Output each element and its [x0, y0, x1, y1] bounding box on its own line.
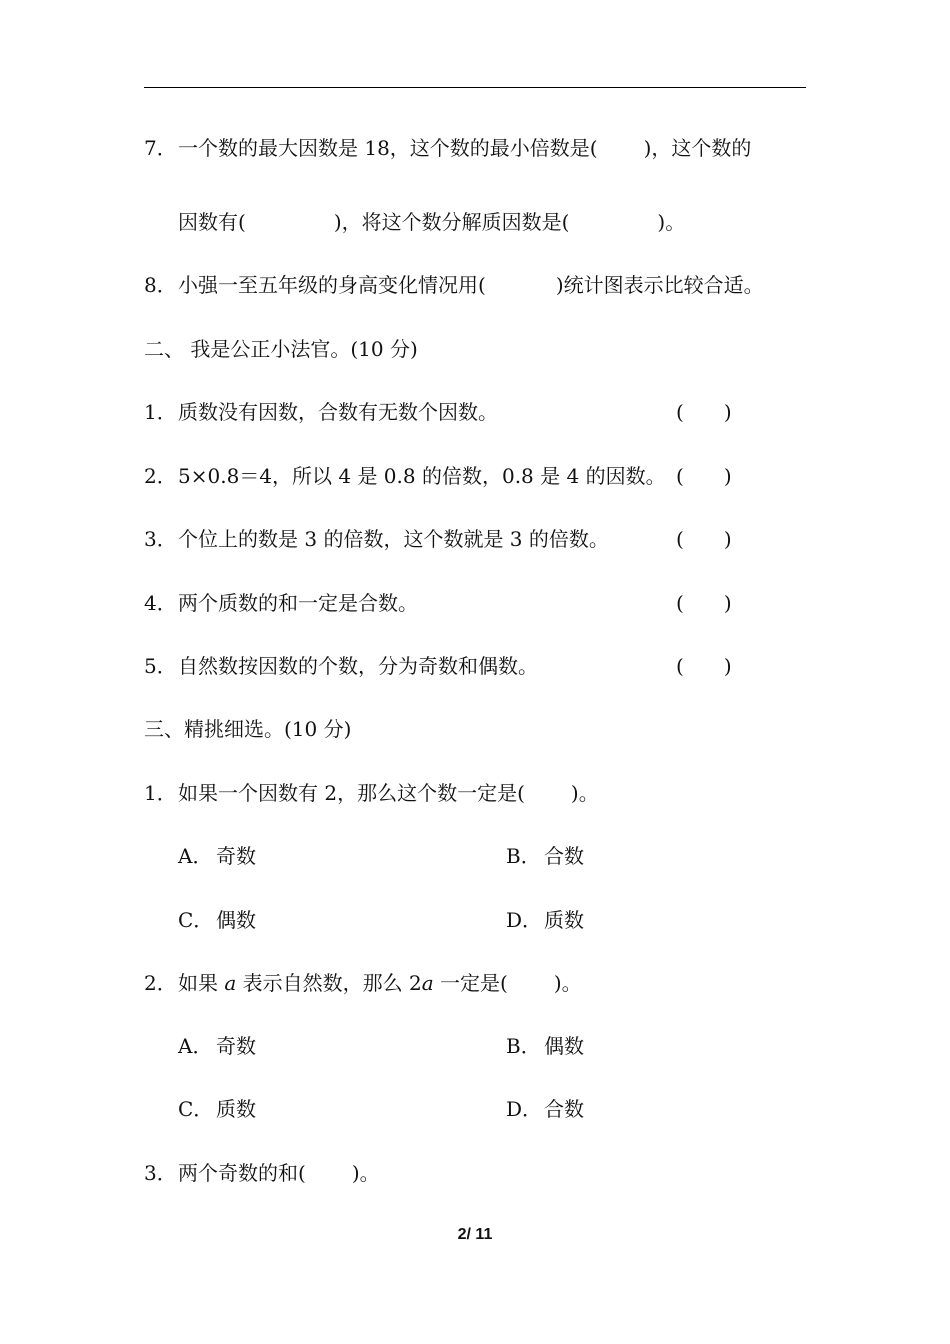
q7-text-part3: 因数有( [178, 210, 246, 234]
s2-item-4-text: 两个质数的和一定是合数。 [178, 591, 418, 615]
paren-close: ) [723, 591, 732, 615]
s3-q3-text-a: 两个奇数的和( [178, 1161, 306, 1185]
option-text: 合数 [544, 844, 584, 868]
s3-q1-option-d[interactable] [506, 908, 584, 932]
q7-number: 7． [144, 136, 177, 160]
q8-number: 8． [144, 273, 177, 297]
option-label: B． [506, 844, 541, 868]
s3-q2-text-d: )。 [553, 971, 582, 995]
s3-q2-var-a2: a [421, 971, 434, 995]
option-text: 偶数 [216, 908, 256, 932]
paren-open: ( [676, 591, 684, 615]
s2-item-5-number: 5． [144, 654, 177, 678]
paren-open: ( [676, 654, 684, 678]
s2-item-2 [144, 464, 666, 488]
s3-q2-option-b[interactable] [506, 1034, 584, 1058]
s2-item-3-number: 3． [144, 527, 177, 551]
paren-close: ) [723, 527, 732, 551]
s2-item-2-text: 5×0.8＝4，所以 4 是 0.8 的倍数，0.8 是 4 的因数。 [178, 464, 666, 488]
s3-q2-text-a: 如果 [178, 971, 225, 995]
section2-title: 二、 我是公正小法官。(10 分) [144, 337, 418, 361]
s2-item-3 [144, 527, 609, 551]
page-number: 2/ 11 [457, 1226, 493, 1243]
option-text: 奇数 [216, 1034, 256, 1058]
s3-q2-option-d[interactable] [506, 1097, 584, 1121]
q7-text-part1: 一个数的最大因数是 18，这个数的最小倍数是( [178, 136, 598, 160]
section3-title: 三、精挑细选。(10 分) [144, 717, 352, 741]
s3-q1-stem [144, 781, 599, 805]
paren-close: ) [723, 654, 732, 678]
q7-text-part4: )，将这个数分解质因数是( [333, 210, 570, 234]
s3-q1-option-a[interactable] [178, 844, 256, 868]
option-text: 质数 [216, 1097, 256, 1121]
s2-item-3-answer[interactable] [676, 527, 732, 551]
q7-text-part2: )，这个数的 [643, 136, 752, 160]
s2-item-5 [144, 654, 538, 678]
s3-q1-option-b[interactable] [506, 844, 584, 868]
option-label: B． [506, 1034, 541, 1058]
s2-item-2-number: 2． [144, 464, 177, 488]
s3-q2-number: 2． [144, 971, 177, 995]
s3-q2-option-c[interactable] [178, 1097, 256, 1121]
q8-text-part1: 小强一至五年级的身高变化情况用( [178, 273, 486, 297]
s3-q2-text-b: 表示自然数，那么 2 [236, 971, 422, 995]
s3-q3-text-b: )。 [351, 1161, 380, 1185]
s2-item-1-number: 1． [144, 400, 177, 424]
q7-line2 [178, 210, 685, 234]
q8-line [144, 273, 764, 297]
s2-item-4 [144, 591, 418, 615]
s2-item-3-text: 个位上的数是 3 的倍数，这个数就是 3 的倍数。 [178, 527, 609, 551]
header-rule [144, 87, 806, 88]
option-label: A． [178, 844, 213, 868]
paren-open: ( [676, 400, 684, 424]
s2-item-1 [144, 400, 498, 424]
paren-open: ( [676, 464, 684, 488]
s3-q1-option-c[interactable] [178, 908, 256, 932]
s3-q1-text-b: )。 [570, 781, 599, 805]
option-label: D． [506, 908, 543, 932]
option-label: D． [506, 1097, 543, 1121]
s2-item-2-answer[interactable] [676, 464, 732, 488]
s3-q2-stem [144, 971, 582, 995]
option-text: 合数 [544, 1097, 584, 1121]
paren-close: ) [723, 464, 732, 488]
option-text: 奇数 [216, 844, 256, 868]
s2-item-4-answer[interactable] [676, 591, 732, 615]
option-text: 质数 [544, 908, 584, 932]
paren-open: ( [676, 527, 684, 551]
option-text: 偶数 [544, 1034, 584, 1058]
s2-item-5-text: 自然数按因数的个数，分为奇数和偶数。 [178, 654, 538, 678]
q8-text-part2: )统计图表示比较合适。 [555, 273, 764, 297]
option-label: C． [178, 1097, 214, 1121]
q7-line1 [144, 136, 751, 160]
s3-q3-stem [144, 1161, 380, 1185]
paren-close: ) [723, 400, 732, 424]
s3-q1-text-a: 如果一个因数有 2，那么这个数一定是( [178, 781, 525, 805]
s3-q2-text-c: 一定是( [433, 971, 508, 995]
q7-text-part5: )。 [657, 210, 686, 234]
option-label: A． [178, 1034, 213, 1058]
s2-item-1-text: 质数没有因数，合数有无数个因数。 [178, 400, 498, 424]
s2-item-4-number: 4． [144, 591, 177, 615]
s2-item-1-answer[interactable] [676, 400, 732, 424]
s3-q2-var-a: a [224, 971, 237, 995]
s3-q2-option-a[interactable] [178, 1034, 256, 1058]
s2-item-5-answer[interactable] [676, 654, 732, 678]
option-label: C． [178, 908, 214, 932]
s3-q1-number: 1． [144, 781, 177, 805]
s3-q3-number: 3． [144, 1161, 177, 1185]
